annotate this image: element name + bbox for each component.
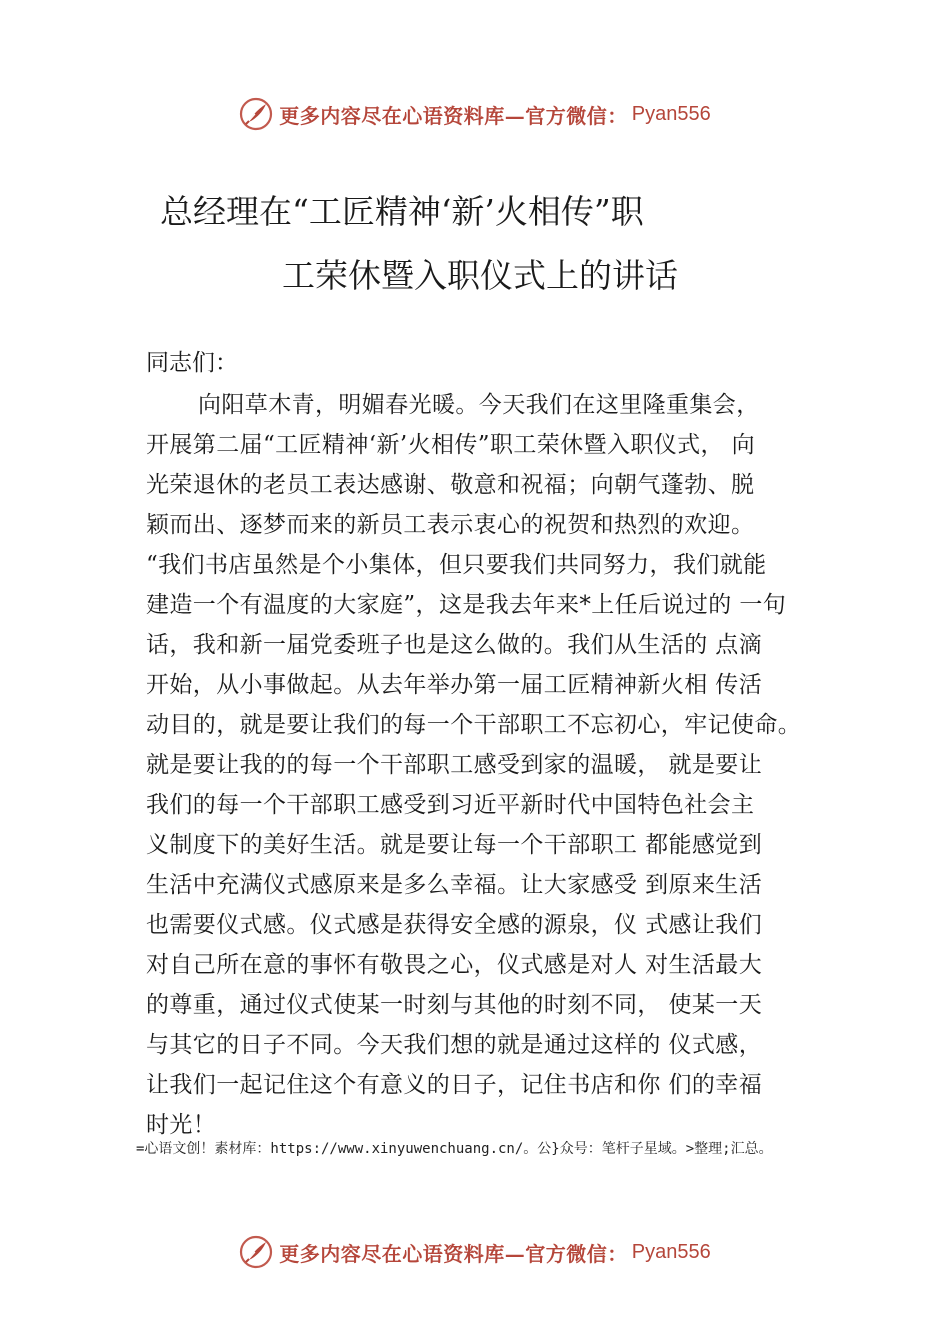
banner-text: 更多内容尽在心语资料库—官方微信：	[279, 103, 628, 128]
banner-text: 更多内容尽在心语资料库—官方微信：	[279, 1241, 628, 1266]
body-line: 义制度下的美好生活。就是要让每一个干部职工 都能感觉到	[146, 832, 763, 858]
body-line: 的尊重，通过仪式使某一时刻与其他的时刻不同， 使某一天	[146, 992, 763, 1018]
footer-banner	[0, 1232, 950, 1272]
body-line: 光荣退休的老员工表达感谢、敬意和祝福；向朝气蓬勃、脱	[146, 472, 755, 498]
body-line: 我们的每一个干部职工感受到习近平新时代中国特色社会主	[146, 792, 755, 818]
body-line: 动目的，就是要让我们的每一个干部职工不忘初心，牢记使命。	[146, 712, 802, 738]
banner-wechat-id: Pyan556	[631, 102, 711, 125]
body-line: 话，我和新一届党委班子也是这么做的。我们从生活的 点滴	[146, 632, 763, 658]
body-line: 与其它的日子不同。今天我们想的就是通过这样的 仪式感，	[146, 1032, 763, 1058]
body-line: 开始，从小事做起。从去年举办第一届工匠精神新火相 传活	[146, 672, 763, 698]
header-banner	[0, 94, 950, 134]
source-note: =心语文创！素材库：https://www.xinyuwenchuang.cn/。公}众号：笔杆子星域。>整理;汇总。	[136, 1141, 773, 1157]
body-line: 就是要让我的的每一个干部职工感受到家的温暖， 就是要让	[146, 752, 763, 778]
body-line: 颖而出、逐梦而来的新员工表示衷心的祝贺和热烈的欢迎。	[146, 512, 755, 538]
body-line: 生活中充满仪式感原来是多么幸福。让大家感受 到原来生活	[146, 872, 763, 898]
salutation: 同志们：	[146, 350, 238, 376]
body-line: 时光！	[146, 1112, 217, 1138]
body-line: 对自己所在意的事怀有敬畏之心，仪式感是对人 对生活最大	[146, 952, 763, 978]
body-line: 建造一个有温度的大家庭”，这是我去年来*上任后说过的 一句	[146, 592, 787, 618]
body-line: “我们书店虽然是个小集体，但只要我们共同努力，我们就能	[146, 552, 767, 578]
quill-pen-logo-icon	[239, 97, 273, 131]
body-line: 让我们一起记住这个有意义的日子，记住书店和你 们的幸福	[146, 1072, 763, 1098]
body-line: 也需要仪式感。仪式感是获得安全感的源泉，仪 式感让我们	[146, 912, 763, 938]
speech-body	[146, 385, 846, 1145]
banner-wechat-id: Pyan556	[631, 1240, 711, 1263]
document-title-line-1: 总经理在“工匠精神‘新’火相传”职	[160, 192, 644, 231]
document-title-line-2: 工荣休暨入职仪式上的讲话	[282, 256, 678, 295]
quill-pen-logo-icon	[239, 1235, 273, 1269]
body-line: 向阳草木青，明媚春光暖。今天我们在这里隆重集会，	[198, 392, 760, 418]
body-line: 开展第二届“工匠精神‘新’火相传”职工荣休暨入职仪式， 向	[146, 432, 756, 458]
